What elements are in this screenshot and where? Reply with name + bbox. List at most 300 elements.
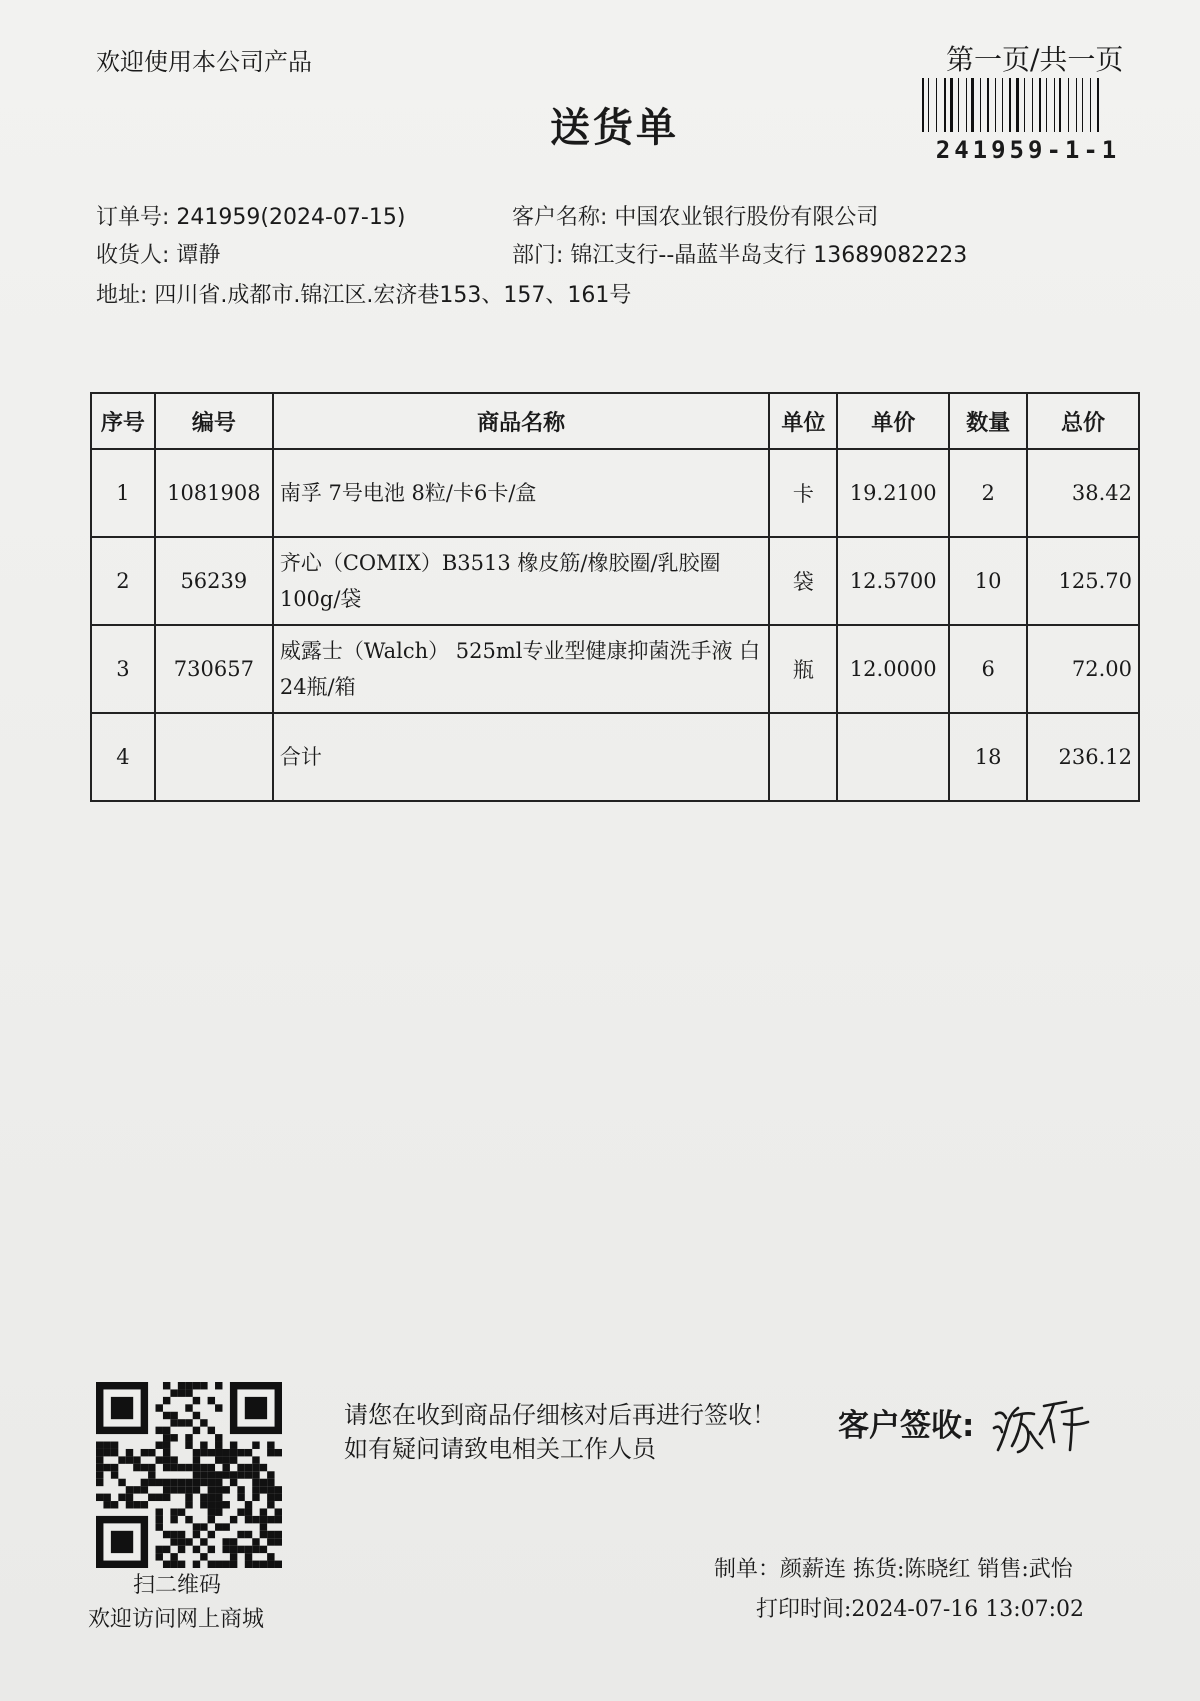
qr-module xyxy=(237,1546,244,1553)
qr-module xyxy=(185,1382,192,1389)
qr-module xyxy=(267,1486,274,1493)
qr-module xyxy=(178,1479,185,1486)
cell-unit xyxy=(769,713,837,801)
qr-module xyxy=(275,1486,282,1493)
qr-module xyxy=(118,1456,125,1463)
barcode-bar xyxy=(1097,78,1099,132)
qr-module xyxy=(200,1538,207,1545)
qr-module xyxy=(148,1471,155,1478)
qr-module xyxy=(267,1449,274,1456)
qr-module xyxy=(193,1449,200,1456)
qr-module xyxy=(96,1442,103,1449)
cell-product-name xyxy=(273,625,770,713)
order-number-value: 241959(2024-07-15) xyxy=(176,205,406,230)
qr-module xyxy=(170,1486,177,1493)
receiver-value: 谭静 xyxy=(176,243,221,268)
cell-product-name xyxy=(273,537,770,625)
table-row xyxy=(91,537,1139,625)
qr-module xyxy=(193,1531,200,1538)
qr-module xyxy=(222,1449,229,1456)
qr-module xyxy=(170,1516,177,1523)
qr-module xyxy=(252,1442,259,1449)
qr-module xyxy=(230,1553,237,1560)
barcode-bar xyxy=(1012,78,1014,132)
cell-total: 38.42 xyxy=(1027,449,1139,537)
qr-module xyxy=(185,1494,192,1501)
qr-module xyxy=(208,1561,215,1568)
cell-code: 730657 xyxy=(155,625,273,713)
qr-module xyxy=(222,1561,229,1568)
qr-module xyxy=(208,1464,215,1471)
qr-module xyxy=(215,1456,222,1463)
qr-module xyxy=(222,1486,229,1493)
barcode-bar xyxy=(939,78,941,132)
barcode-bar xyxy=(958,78,959,132)
barcode-bar xyxy=(971,78,974,132)
header-code: 编号 xyxy=(155,393,273,449)
staff-line: 制单：颜薪连 拣货:陈晓红 销售:武怡 xyxy=(714,1557,1073,1582)
qr-module xyxy=(133,1486,140,1493)
qr-module xyxy=(215,1501,222,1508)
barcode-bar xyxy=(1076,78,1077,132)
qr-module xyxy=(267,1471,274,1478)
qr-module xyxy=(275,1516,282,1523)
qr-module xyxy=(208,1471,215,1478)
qr-module xyxy=(200,1553,207,1560)
qr-module xyxy=(193,1523,200,1530)
order-number-label: 订单号: xyxy=(96,205,170,230)
qr-module xyxy=(260,1516,267,1523)
qr-module xyxy=(260,1531,267,1538)
qr-module xyxy=(178,1561,185,1568)
qr-module xyxy=(267,1501,274,1508)
qr-module xyxy=(267,1531,274,1538)
product-name-text: 南孚 7号电池 8粒/卡6卡/盒 xyxy=(279,481,537,505)
barcode-bar xyxy=(1022,78,1023,132)
qr-module xyxy=(185,1464,192,1471)
header-product-name: 商品名称 xyxy=(273,393,770,449)
qr-module xyxy=(126,1486,133,1493)
product-name-text: 威露士（Walch） 525ml专业型健康抑菌洗手液 白 24瓶/箱 xyxy=(279,639,761,699)
barcode-bar xyxy=(944,78,946,132)
qr-module xyxy=(208,1427,215,1434)
qr-module xyxy=(193,1479,200,1486)
qr-module xyxy=(252,1494,259,1501)
qr-module xyxy=(245,1449,252,1456)
barcode-bar xyxy=(936,78,937,132)
header-quantity: 数量 xyxy=(949,393,1027,449)
qr-code xyxy=(96,1382,282,1568)
cell-total: 72.00 xyxy=(1027,625,1139,713)
customer-sign-label: 客户签收: xyxy=(838,1408,975,1444)
qr-module xyxy=(170,1561,177,1568)
qr-module xyxy=(245,1561,252,1568)
qr-module xyxy=(260,1479,267,1486)
qr-module xyxy=(215,1382,222,1389)
qr-module xyxy=(163,1456,170,1463)
qr-module xyxy=(170,1389,177,1396)
customer-value: 中国农业银行股份有限公司 xyxy=(614,205,879,230)
qr-module xyxy=(103,1442,110,1449)
qr-module xyxy=(156,1456,163,1463)
qr-module xyxy=(96,1456,103,1463)
qr-module xyxy=(245,1531,252,1538)
barcode-bar xyxy=(1056,78,1057,132)
barcode-bar xyxy=(977,78,979,132)
cell-total: 125.70 xyxy=(1027,537,1139,625)
header-unit-price: 单价 xyxy=(837,393,949,449)
qr-module xyxy=(141,1464,148,1471)
qr-module xyxy=(111,1464,118,1471)
qr-module xyxy=(178,1531,185,1538)
qr-module xyxy=(185,1389,192,1396)
qr-module xyxy=(230,1546,237,1553)
barcode-number: 241959-1-1 xyxy=(935,136,1121,164)
qr-module xyxy=(126,1501,133,1508)
qr-module xyxy=(193,1382,200,1389)
qr-module xyxy=(200,1479,207,1486)
qr-module xyxy=(185,1501,192,1508)
qr-module xyxy=(170,1538,177,1545)
qr-module xyxy=(163,1494,170,1501)
qr-module xyxy=(118,1479,125,1486)
qr-module xyxy=(275,1494,282,1501)
qr-module xyxy=(252,1464,259,1471)
qr-module xyxy=(215,1561,222,1568)
cell-product-name xyxy=(273,449,770,537)
qr-module xyxy=(163,1412,170,1419)
qr-module xyxy=(193,1397,200,1404)
qr-module xyxy=(156,1427,163,1434)
qr-module xyxy=(252,1538,259,1545)
qr-module xyxy=(163,1427,170,1434)
qr-module xyxy=(208,1501,215,1508)
qr-module xyxy=(148,1494,155,1501)
qr-module xyxy=(222,1501,229,1508)
address-value: 四川省.成都市.锦江区.宏济巷153、157、161号 xyxy=(154,283,632,308)
qr-module xyxy=(260,1523,267,1530)
qr-module xyxy=(96,1494,103,1501)
qr-module xyxy=(230,1456,237,1463)
qr-module xyxy=(96,1449,103,1456)
items-table xyxy=(90,392,1140,802)
qr-module xyxy=(222,1538,229,1545)
qr-module xyxy=(200,1449,207,1456)
barcode-bar xyxy=(983,78,984,132)
qr-module xyxy=(260,1508,267,1515)
cell-code: 1081908 xyxy=(155,449,273,537)
qr-module xyxy=(237,1508,244,1515)
qr-module xyxy=(133,1456,140,1463)
qr-module xyxy=(185,1442,192,1449)
qr-module xyxy=(96,1464,103,1471)
qr-finder-core xyxy=(111,1531,133,1553)
qr-module xyxy=(193,1471,200,1478)
qr-module xyxy=(133,1464,140,1471)
barcode-bar xyxy=(987,78,989,132)
qr-module xyxy=(111,1471,118,1478)
qr-module xyxy=(245,1508,252,1515)
barcode-bar xyxy=(1064,78,1067,132)
qr-module xyxy=(170,1479,177,1486)
qr-module xyxy=(200,1523,207,1530)
qr-module xyxy=(163,1434,170,1441)
qr-module xyxy=(252,1546,259,1553)
qr-module xyxy=(230,1471,237,1478)
qr-module xyxy=(215,1494,222,1501)
qr-module xyxy=(200,1419,207,1426)
qr-module xyxy=(170,1464,177,1471)
qr-module xyxy=(141,1449,148,1456)
qr-module xyxy=(185,1486,192,1493)
qr-module xyxy=(215,1471,222,1478)
qr-module xyxy=(178,1464,185,1471)
barcode-bar xyxy=(1049,78,1051,132)
header-unit: 单位 xyxy=(769,393,837,449)
qr-module xyxy=(111,1449,118,1456)
qr-module xyxy=(185,1419,192,1426)
barcode-bar xyxy=(961,78,963,132)
qr-module xyxy=(267,1479,274,1486)
barcode-bar xyxy=(950,78,953,132)
qr-module xyxy=(103,1449,110,1456)
qr-module xyxy=(245,1546,252,1553)
qr-module xyxy=(245,1464,252,1471)
qr-module xyxy=(215,1486,222,1493)
barcode-bar xyxy=(928,78,929,132)
cell-unit: 卡 xyxy=(769,449,837,537)
barcode-bar xyxy=(1044,78,1045,132)
qr-module xyxy=(103,1494,110,1501)
qr-module xyxy=(230,1449,237,1456)
qr-module xyxy=(260,1486,267,1493)
qr-module xyxy=(245,1516,252,1523)
qr-module xyxy=(170,1412,177,1419)
qr-module xyxy=(222,1546,229,1553)
qr-module xyxy=(163,1546,170,1553)
cell-unit-price xyxy=(837,713,949,801)
qr-module xyxy=(252,1516,259,1523)
qr-module xyxy=(126,1494,133,1501)
qr-module xyxy=(193,1464,200,1471)
qr-module xyxy=(156,1516,163,1523)
qr-module xyxy=(156,1546,163,1553)
barcode-bar xyxy=(1068,78,1069,132)
qr-module xyxy=(260,1546,267,1553)
qr-module xyxy=(178,1508,185,1515)
barcode-bar xyxy=(1078,78,1080,132)
qr-module xyxy=(260,1561,267,1568)
qr-module xyxy=(148,1479,155,1486)
barcode-bar xyxy=(1054,78,1055,132)
barcode-bar xyxy=(999,78,1001,132)
qr-module xyxy=(156,1494,163,1501)
barcode-bar xyxy=(1093,78,1094,132)
qr-module xyxy=(215,1449,222,1456)
qr-module xyxy=(185,1404,192,1411)
qr-module xyxy=(185,1434,192,1441)
qr-caption-scan: 扫二维码 xyxy=(133,1573,222,1598)
qr-module xyxy=(163,1442,170,1449)
qr-module xyxy=(252,1561,259,1568)
qr-module xyxy=(215,1434,222,1441)
qr-module xyxy=(245,1553,252,1560)
qr-module xyxy=(148,1449,155,1456)
barcode-bar xyxy=(1005,78,1006,132)
header-total: 总价 xyxy=(1027,393,1139,449)
qr-module xyxy=(275,1561,282,1568)
barcode-bar xyxy=(1032,78,1033,132)
qr-module xyxy=(267,1553,274,1560)
qr-module xyxy=(170,1419,177,1426)
cell-unit: 瓶 xyxy=(769,625,837,713)
notice-text: 请您在收到商品仔细核对后再进行签收！如有疑问请致电相关工作人员 xyxy=(344,1401,776,1463)
qr-caption-store: 欢迎访问网上商城 xyxy=(88,1607,265,1632)
receiver-line xyxy=(96,238,220,269)
barcode xyxy=(922,78,1134,132)
qr-module xyxy=(200,1471,207,1478)
qr-module xyxy=(103,1501,110,1508)
qr-module xyxy=(230,1442,237,1449)
barcode-bar xyxy=(1034,78,1037,132)
qr-module xyxy=(208,1546,215,1553)
qr-module xyxy=(163,1382,170,1389)
cell-quantity: 18 xyxy=(949,713,1027,801)
qr-module xyxy=(170,1434,177,1441)
qr-module xyxy=(267,1516,274,1523)
qr-module xyxy=(267,1538,274,1545)
cell-unit-price: 12.0000 xyxy=(837,625,949,713)
cell-seq: 4 xyxy=(91,713,155,801)
print-time: 打印时间:2024-07-16 13:07:02 xyxy=(756,1597,1085,1622)
qr-module xyxy=(215,1404,222,1411)
qr-module xyxy=(103,1464,110,1471)
header-seq: 序号 xyxy=(91,393,155,449)
qr-module xyxy=(178,1486,185,1493)
qr-module xyxy=(193,1412,200,1419)
qr-module xyxy=(275,1538,282,1545)
qr-module xyxy=(200,1442,207,1449)
qr-module xyxy=(230,1479,237,1486)
barcode-bar xyxy=(1082,78,1083,132)
qr-module xyxy=(215,1508,222,1515)
qr-module xyxy=(275,1531,282,1538)
qr-module xyxy=(237,1486,244,1493)
qr-module xyxy=(170,1456,177,1463)
qr-module xyxy=(170,1508,177,1515)
qr-module xyxy=(163,1531,170,1538)
qr-finder-core xyxy=(245,1397,267,1419)
qr-module xyxy=(96,1479,103,1486)
qr-module xyxy=(193,1546,200,1553)
department-label: 部门: xyxy=(512,243,564,268)
qr-module xyxy=(208,1479,215,1486)
qr-module xyxy=(267,1442,274,1449)
barcode-bar xyxy=(1046,78,1047,132)
qr-module xyxy=(215,1479,222,1486)
table-row xyxy=(91,449,1139,537)
cell-seq: 1 xyxy=(91,449,155,537)
qr-module xyxy=(275,1449,282,1456)
qr-module xyxy=(237,1464,244,1471)
barcode-bar xyxy=(980,78,981,132)
barcode-bar xyxy=(1071,78,1073,132)
qr-module xyxy=(156,1508,163,1515)
department-line xyxy=(512,238,967,269)
qr-module xyxy=(178,1382,185,1389)
barcode-bar xyxy=(968,78,969,132)
qr-module xyxy=(163,1479,170,1486)
order-number-line xyxy=(96,200,405,231)
qr-module xyxy=(133,1501,140,1508)
qr-module xyxy=(193,1486,200,1493)
document-title: 送货单 xyxy=(550,104,679,151)
qr-module xyxy=(141,1479,148,1486)
qr-module xyxy=(208,1516,215,1523)
qr-module xyxy=(208,1508,215,1515)
qr-module xyxy=(163,1397,170,1404)
qr-module xyxy=(252,1471,259,1478)
cell-seq: 3 xyxy=(91,625,155,713)
barcode-bar xyxy=(1002,78,1003,132)
qr-module xyxy=(118,1494,125,1501)
qr-module xyxy=(200,1464,207,1471)
qr-module xyxy=(208,1486,215,1493)
qr-module xyxy=(222,1464,229,1471)
qr-module xyxy=(252,1456,259,1463)
qr-module xyxy=(237,1449,244,1456)
qr-module xyxy=(156,1523,163,1530)
receiver-label: 收货人: xyxy=(96,243,170,268)
qr-module xyxy=(163,1449,170,1456)
qr-module xyxy=(185,1538,192,1545)
qr-module xyxy=(267,1561,274,1568)
address-line xyxy=(96,278,631,309)
qr-module xyxy=(163,1464,170,1471)
table-row xyxy=(91,625,1139,713)
cell-code xyxy=(155,713,273,801)
qr-module xyxy=(156,1404,163,1411)
barcode-bar xyxy=(1024,78,1025,132)
qr-module xyxy=(252,1486,259,1493)
qr-module xyxy=(230,1538,237,1545)
qr-module xyxy=(200,1382,207,1389)
cell-total: 236.12 xyxy=(1027,713,1139,801)
qr-module xyxy=(208,1494,215,1501)
customer-line xyxy=(512,200,878,231)
barcode-bar xyxy=(990,78,993,132)
qr-module xyxy=(178,1419,185,1426)
qr-module xyxy=(170,1531,177,1538)
qr-module xyxy=(215,1523,222,1530)
page-info: 第一页/共一页 xyxy=(946,43,1124,76)
qr-module xyxy=(163,1561,170,1568)
barcode-bar xyxy=(922,78,924,132)
qr-module xyxy=(178,1546,185,1553)
qr-module xyxy=(237,1471,244,1478)
qr-module xyxy=(156,1479,163,1486)
barcode-bar xyxy=(1086,78,1089,132)
qr-module xyxy=(193,1456,200,1463)
barcode-bar xyxy=(1016,78,1019,132)
qr-module xyxy=(252,1479,259,1486)
cell-unit-price: 19.2100 xyxy=(837,449,949,537)
barcode-bar xyxy=(1027,78,1029,132)
qr-module xyxy=(230,1561,237,1568)
barcode-bar xyxy=(1039,78,1041,132)
qr-module xyxy=(222,1523,229,1530)
qr-module xyxy=(208,1449,215,1456)
